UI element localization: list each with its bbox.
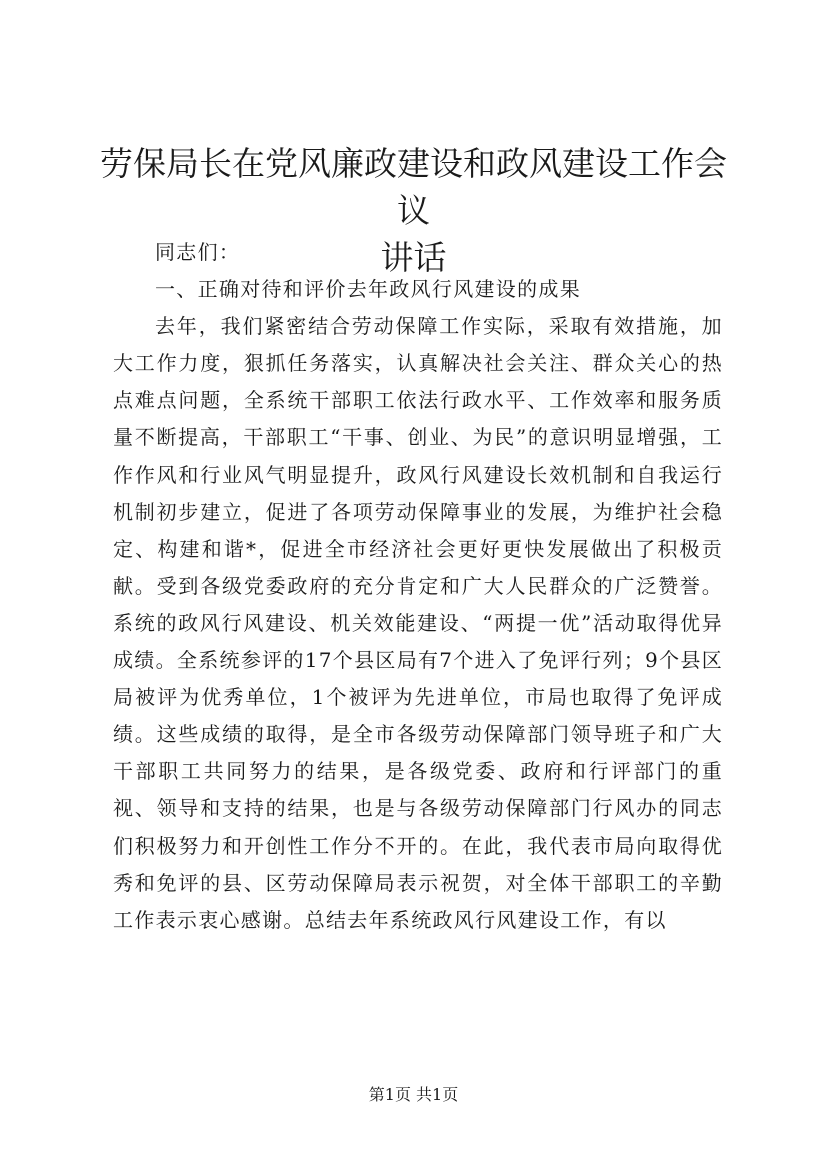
title-line-2: 讲话 <box>380 238 447 277</box>
page-footer <box>0 1085 827 1105</box>
document-body <box>113 234 723 939</box>
page-indicator: 第1页 共1页 <box>368 1085 459 1104</box>
title-line-1: 劳保局长在党风廉政建设和政风建设工作会议 <box>100 144 727 230</box>
section-heading: 一、正确对待和评价去年政风行风建设的成果 <box>155 277 581 302</box>
body-paragraph: 去年，我们紧密结合劳动保障工作实际，采取有效措施，加大工作力度，狠抓任务落实，认真解决社会关注、群众关心的热点难点问题，全系统干部职工依法行政水平、工作效率和服务质量不断提高，干部职工“干事、创业、为民”的意识明显增强，工作作风和行业风气明显提升，政风行风建设长效机制和自我运行机制初步建立，促进了各项劳动保障事业的发展，为维护社会稳定、构建和谐*，促进全市经济社会更好更快发展做出了积极贡献。受到各级党委政府的充分肯定和广大人民群众的广泛赞誉。系统的政风行风建设、机关效能建设、“两提一优”活动取得优异成绩。全系统参评的17个县区局有7个进入了免评行列；9个县区局被评为优秀单位，1个被评为先进单位，市局也取得了免评成绩。这些成绩的取得，是全市各级劳动保障部门领导班子和广大干部职工共同努力的结果，是各级党委、政府和行评部门的重视、领导和支持的结果，也是与各级劳动保障部门行风办的同志们积极努力和开创性工作分不开的。在此，我代表市局向取得优秀和免评的县、区劳动保障局表示祝贺，对全体干部职工的辛勤工作表示衷心感谢。总结去年系统政风行风建设工作，有以 <box>113 314 723 932</box>
salutation: 同志们： <box>155 240 241 264</box>
